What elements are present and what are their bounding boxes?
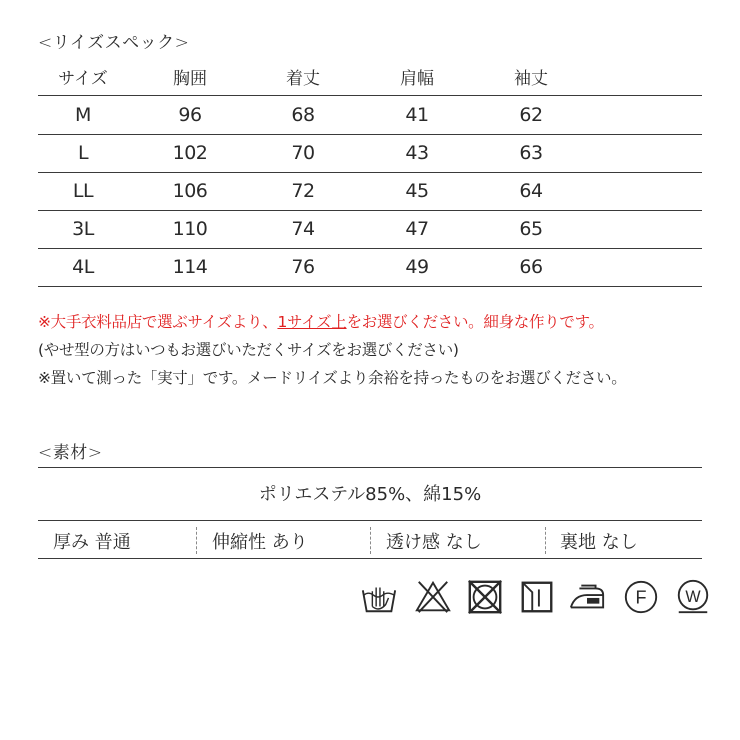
line-dry-shade-icon: [518, 578, 556, 616]
table-cell: 110: [172, 218, 208, 240]
table-cell: 64: [519, 180, 543, 202]
table-cell: 65: [519, 218, 543, 240]
measure-note: ※置いて測った「実寸」です。メードリイズより余裕を持ったものをお選びください。: [38, 369, 627, 387]
wet-clean-letter: W: [685, 587, 701, 606]
header-sleeve: 袖丈: [514, 69, 548, 89]
table-divider: [38, 172, 702, 173]
property-label: 厚み: [53, 532, 89, 553]
table-cell: 70: [291, 142, 315, 164]
property-label: 透け感: [386, 532, 440, 553]
property-stretch: [212, 528, 308, 554]
property-thickness: [53, 528, 131, 554]
property-sheerness: [386, 528, 482, 554]
table-cell: LL: [72, 180, 94, 202]
property-label: 伸縮性: [212, 532, 266, 553]
header-size: サイズ: [58, 69, 108, 89]
size-spec-title: <リイズスペック>: [38, 33, 190, 53]
table-cell: 63: [519, 142, 543, 164]
header-chest: 胸囲: [173, 69, 207, 89]
table-divider: [38, 134, 702, 135]
material-title: <素材>: [38, 443, 103, 463]
fit-note-emphasis: 1サイズ上: [277, 313, 347, 331]
property-lining: [560, 528, 638, 554]
table-divider: [38, 286, 702, 287]
table-cell: 62: [519, 104, 543, 126]
table-divider: [38, 95, 702, 96]
material-divider: [38, 467, 702, 468]
hand-wash-icon: [360, 578, 398, 616]
property-divider: [196, 527, 198, 554]
table-cell: 114: [172, 256, 208, 278]
material-divider: [38, 520, 702, 521]
table-cell: 72: [291, 180, 315, 202]
table-divider: [38, 210, 702, 211]
table-cell: 45: [405, 180, 429, 202]
table-divider: [38, 248, 702, 249]
no-tumble-dry-icon: [466, 578, 504, 616]
no-bleach-icon: [414, 578, 452, 616]
table-cell: 41: [405, 104, 429, 126]
table-cell: 68: [291, 104, 315, 126]
table-cell: 43: [405, 142, 429, 164]
table-cell: 74: [291, 218, 315, 240]
property-divider: [370, 527, 372, 554]
header-length: 着丈: [286, 69, 320, 89]
header-shoulder: 肩幅: [400, 69, 434, 89]
property-value: あり: [271, 532, 308, 553]
material-divider: [38, 558, 702, 559]
fit-note-post: をお選びください。細身な作りです。: [346, 313, 604, 331]
material-composition: ポリエステル85%、綿15%: [258, 484, 482, 505]
table-cell: 3L: [72, 218, 94, 240]
table-cell: 76: [291, 256, 315, 278]
table-cell: 47: [405, 218, 429, 240]
table-cell: L: [77, 142, 89, 164]
slim-note: (やせ型の方はいつもお選びいただくサイズをお選びください): [38, 341, 459, 359]
property-label: 裏地: [560, 532, 596, 553]
table-cell: 106: [172, 180, 208, 202]
table-cell: 66: [519, 256, 543, 278]
table-cell: M: [75, 104, 91, 126]
dry-clean-letter: F: [635, 587, 647, 608]
table-cell: 4L: [72, 256, 94, 278]
iron-low-icon: [568, 578, 606, 616]
table-cell: 49: [405, 256, 429, 278]
property-value: 普通: [94, 532, 131, 553]
table-cell: 102: [172, 142, 208, 164]
fit-note-pre: ※大手衣料品店で選ぶサイズより、: [38, 313, 278, 331]
dry-clean-f-icon: [622, 578, 660, 616]
property-divider: [545, 527, 547, 554]
property-value: なし: [445, 532, 482, 553]
wet-clean-w-icon: [674, 578, 712, 616]
table-cell: 96: [178, 104, 202, 126]
fit-note: [38, 310, 604, 332]
property-value: なし: [601, 532, 638, 553]
